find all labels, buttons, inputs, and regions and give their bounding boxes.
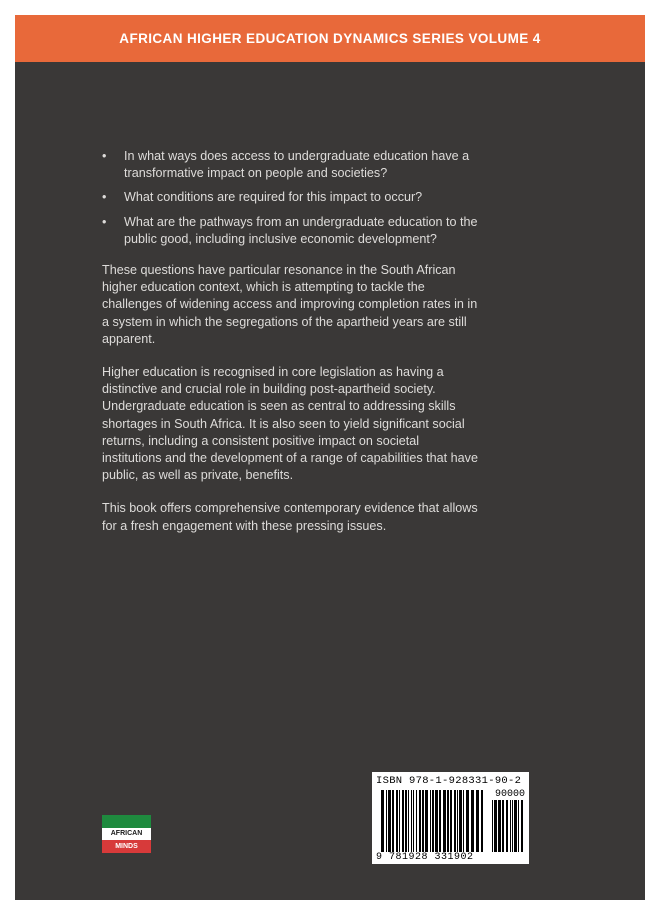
publisher-logo <box>102 815 151 853</box>
barcode-bar <box>457 790 458 852</box>
barcode-bar <box>399 790 400 852</box>
barcode-bar <box>466 790 469 852</box>
barcode-bar <box>521 800 523 852</box>
barcode-bar <box>459 790 462 852</box>
series-title: AFRICAN HIGHER EDUCATION DYNAMICS SERIES VOLUME 4 <box>119 31 541 46</box>
barcode-bar <box>454 790 456 852</box>
barcode-bar <box>411 790 412 852</box>
list-item: • What are the pathways from an undergraduate education to the public good, including inclusive economic development? <box>102 214 478 246</box>
barcode-bar <box>425 790 428 852</box>
barcode-bar <box>432 790 434 852</box>
barcode-bar <box>439 790 441 852</box>
barcode-bar <box>388 790 391 852</box>
ean-number: 9 781928 331902 <box>376 852 474 863</box>
barcode-bar <box>502 800 504 852</box>
barcode-bar <box>416 790 417 852</box>
barcode-addon-bars-icon <box>492 800 525 852</box>
blurb <box>102 148 482 551</box>
barcode-bar <box>386 790 387 852</box>
barcode-bar <box>463 790 464 852</box>
logo-text-minds: MINDS <box>102 840 151 853</box>
barcode-bar <box>518 800 519 852</box>
barcode-bar <box>402 790 404 852</box>
barcode-bar <box>413 790 414 852</box>
barcode-bar <box>450 790 452 852</box>
barcode-bar <box>506 800 508 852</box>
bullet-icon: • <box>102 214 107 229</box>
bullet-icon: • <box>102 190 107 205</box>
series-banner <box>15 15 645 62</box>
barcode-bar <box>392 790 394 852</box>
price-code: 90000 <box>494 789 525 800</box>
barcode-bar <box>447 790 449 852</box>
barcode-bar <box>498 800 501 852</box>
paragraph-summary: This book offers comprehensive contemporary evidence that allows for a fresh engagement with these pressing issues. <box>102 501 478 533</box>
barcode-bars-icon <box>381 790 487 852</box>
paragraph-legislation: Higher education is recognised in core legislation as having a distinctive and crucial role in building post-apartheid society. Undergraduate education is seen as central to addressing skills shortages in South Africa. It is also seen to yield significant social returns, including a consistent positive impact on societal institutions and the development of a range of capabilities that have public, as well as private, benefits. <box>102 365 478 483</box>
barcode-bar <box>443 790 446 852</box>
barcode-bar <box>408 790 409 852</box>
barcode-bar <box>396 790 398 852</box>
barcode-bar <box>510 800 511 852</box>
barcode-bar <box>481 790 483 852</box>
bullet-icon: • <box>102 149 107 163</box>
question-list <box>102 148 482 248</box>
barcode-bar <box>514 800 517 852</box>
barcode-bar <box>405 790 407 852</box>
barcode <box>372 772 529 864</box>
barcode-bar <box>430 790 431 852</box>
list-item: • What conditions are required for this impact to occur? <box>102 189 482 206</box>
barcode-bar <box>471 790 474 852</box>
barcode-bar <box>494 800 497 852</box>
barcode-bar <box>419 790 421 852</box>
barcode-bar <box>492 800 493 852</box>
barcode-bar <box>512 800 513 852</box>
logo-green-band <box>102 815 151 828</box>
isbn-label: ISBN 978-1-928331-90-2 <box>376 775 522 787</box>
paragraph-context: These questions have particular resonance in the South African higher education context, which is attempting to tackle the challenges of widening access and improving completion rates in in a system in which the segregations of the apartheid years are still apparent. <box>102 263 478 346</box>
list-item: • In what ways does access to undergraduate education have a transformative impact on people and societies? <box>102 149 470 181</box>
barcode-bar <box>476 790 479 852</box>
back-cover <box>15 15 645 900</box>
barcode-bar <box>435 790 438 852</box>
barcode-bar <box>422 790 424 852</box>
barcode-bar <box>381 790 384 852</box>
logo-text-african: AFRICAN <box>102 828 151 840</box>
